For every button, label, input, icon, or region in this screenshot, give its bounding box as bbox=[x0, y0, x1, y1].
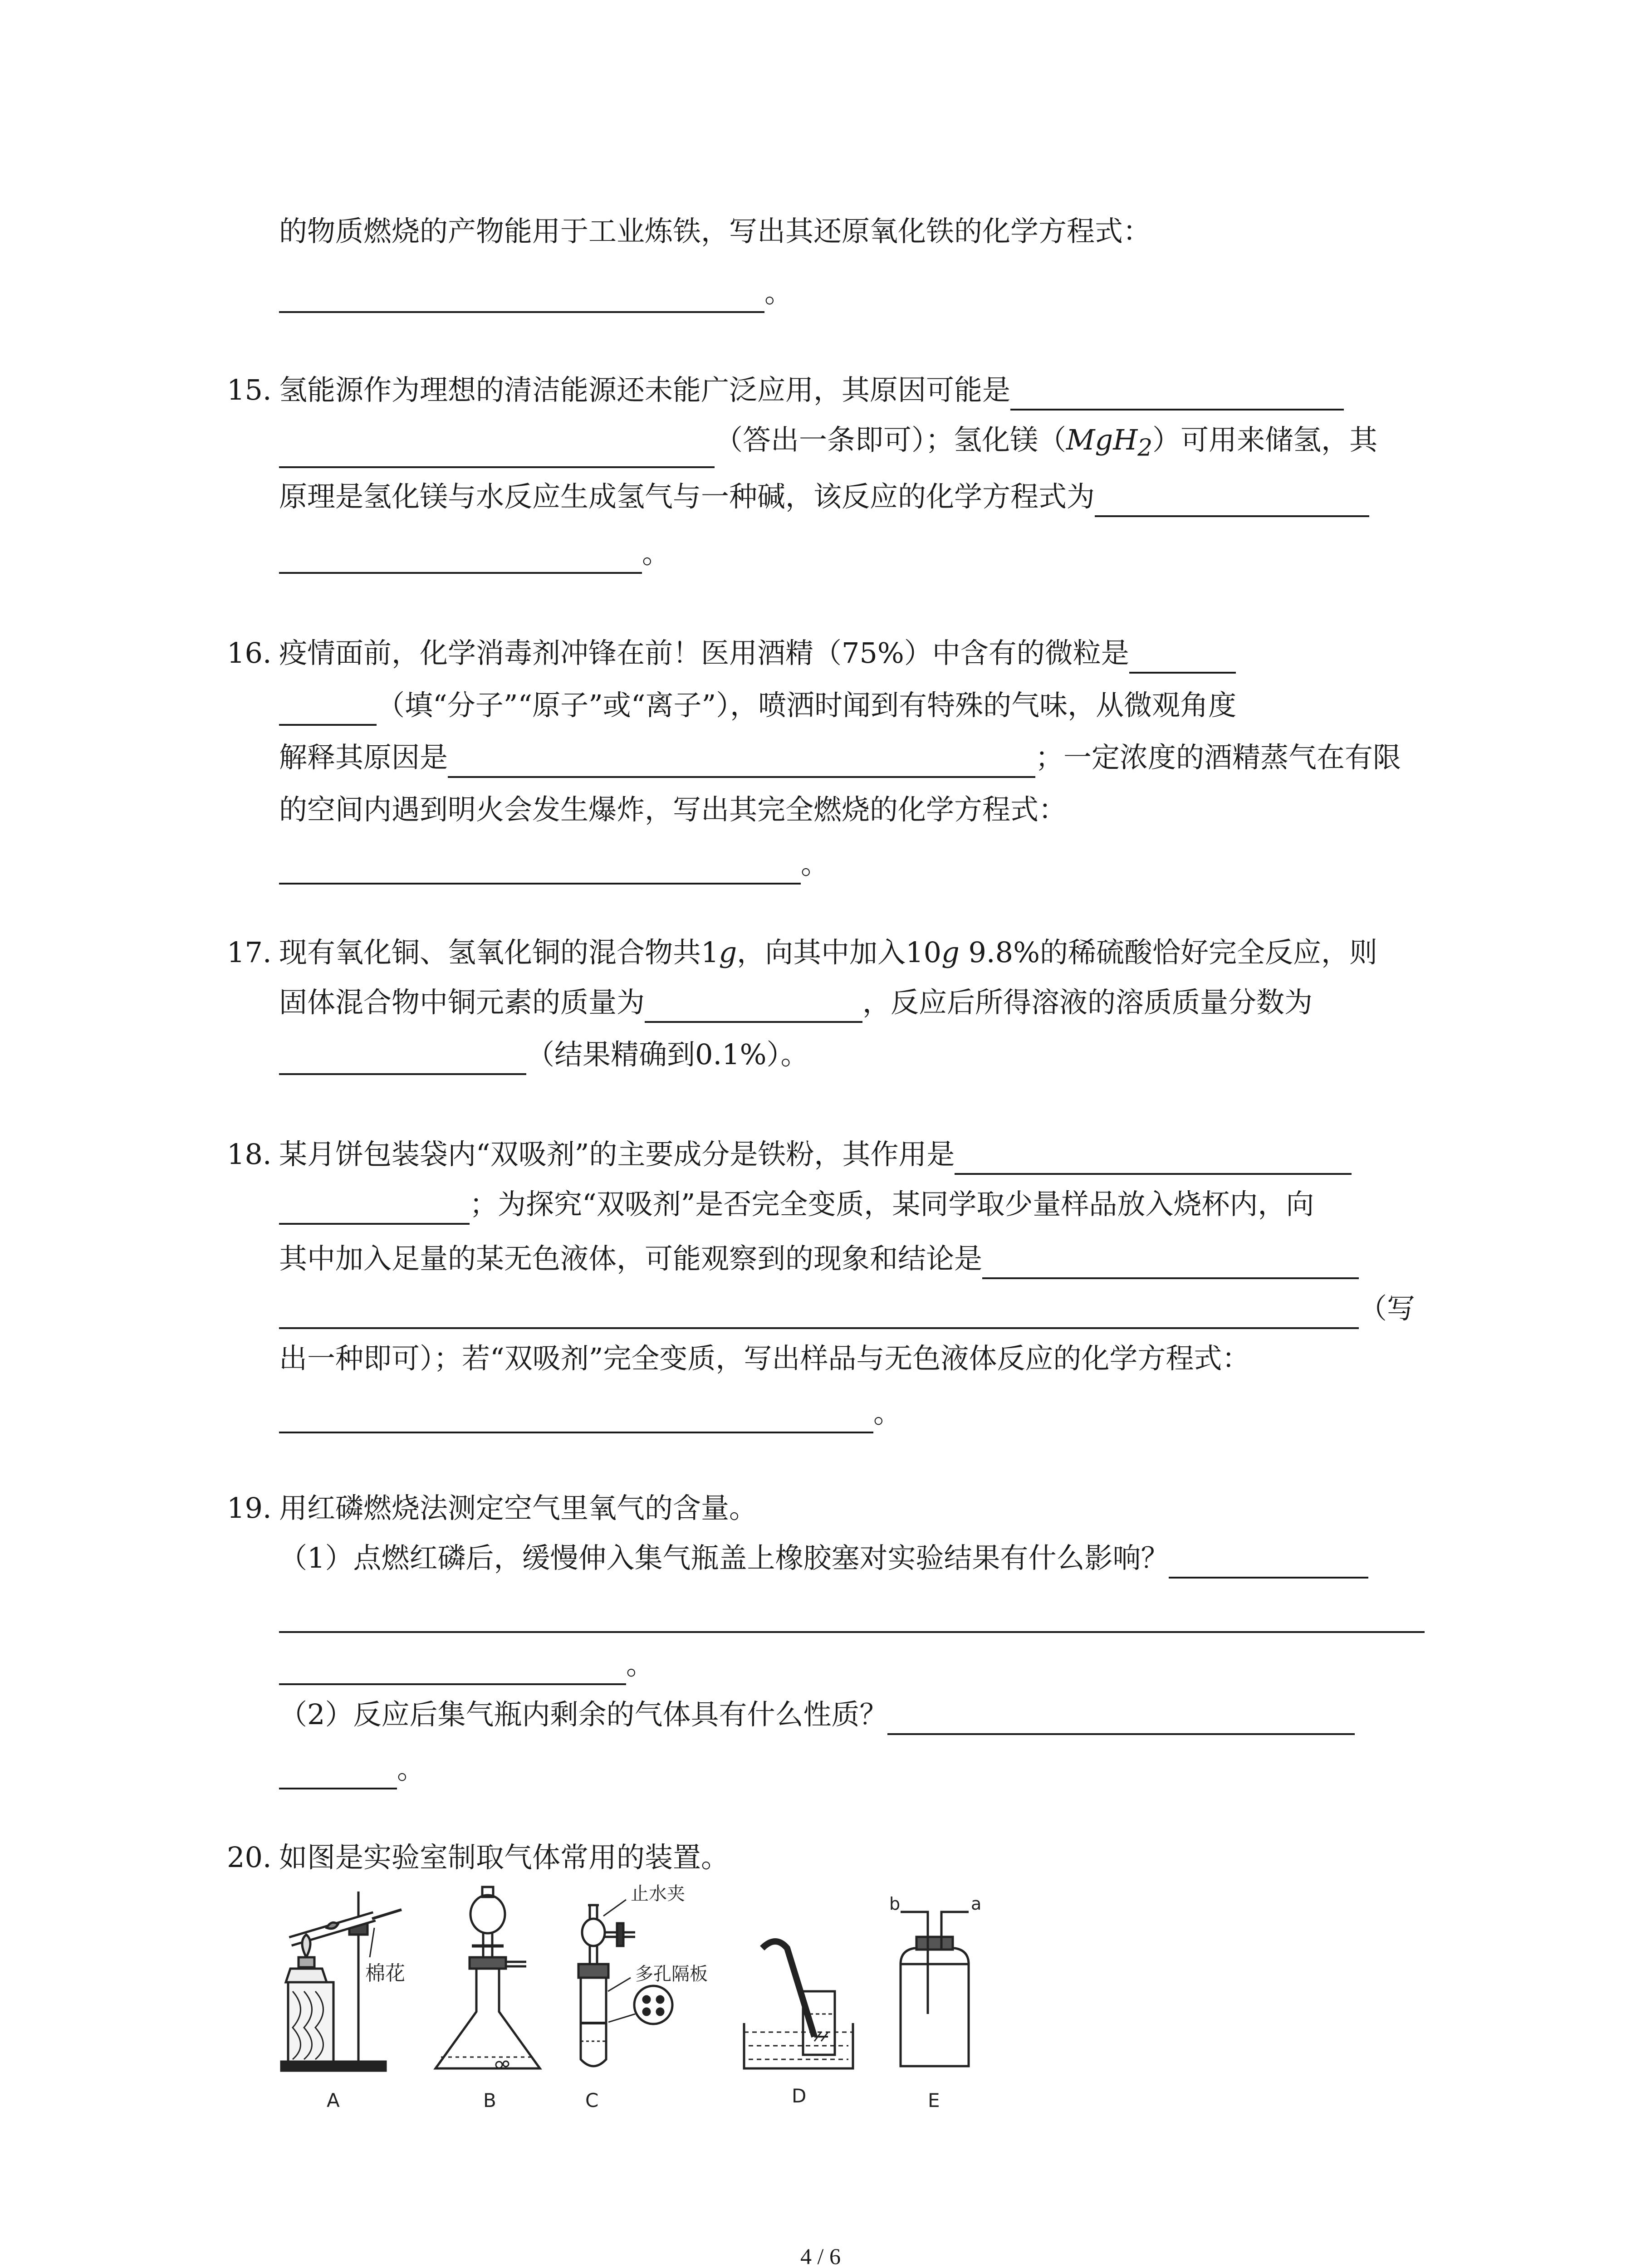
q16-line3: 解释其原因是 ；一定浓度的酒精蒸气在有限 bbox=[279, 737, 1401, 778]
q15-line2: （答出一条即可）；氢化镁（MgH$_2$）可用来储氢，其 bbox=[279, 420, 1377, 468]
apparatus-c bbox=[578, 1883, 708, 2066]
q19-sub2: （2）反应后集气瓶内剩余的气体具有什么性质？ bbox=[279, 1694, 1355, 1735]
label-cotton: 棉花 bbox=[365, 1962, 405, 1985]
q16-particle-blank[interactable] bbox=[1129, 640, 1236, 674]
page-number: 4 / 6 bbox=[800, 2244, 841, 2268]
q18-line1: 18. 某月饼包装袋内“双吸剂”的主要成分是铁粉，其作用是 bbox=[227, 1134, 1352, 1175]
q15-line3: 原理是氢化镁与水反应生成氢气与一种碱，该反应的化学方程式为 bbox=[279, 476, 1369, 517]
q18-phenomenon-blank[interactable] bbox=[982, 1246, 1359, 1279]
q15-line4: 。 bbox=[279, 533, 670, 574]
caption-e: E bbox=[928, 2089, 940, 2112]
q19-line1: 19. 用红磷燃烧法测定空气里氧气的含量。 bbox=[227, 1491, 758, 1525]
q18-function-blank-cont[interactable] bbox=[279, 1191, 470, 1225]
q17-line2: 固体混合物中铜元素的质量为 ，反应后所得溶液的溶质质量分数为 bbox=[279, 982, 1313, 1023]
q15-equation-blank-cont[interactable] bbox=[279, 540, 642, 574]
caption-d: D bbox=[792, 2085, 807, 2107]
q18-phenomenon-blank-cont[interactable] bbox=[279, 1295, 1359, 1329]
q16-line4: 的空间内遇到明火会发生爆炸，写出其完全燃烧的化学方程式： bbox=[279, 793, 1067, 826]
apparatus-e bbox=[889, 1894, 981, 2066]
q18-line4: （写 bbox=[279, 1288, 1415, 1329]
q17-line3: （结果精确到0.1%）。 bbox=[279, 1034, 809, 1075]
q18-line3: 其中加入足量的某无色液体，可能观察到的现象和结论是 bbox=[279, 1238, 1359, 1279]
apparatus-figure bbox=[272, 1878, 1089, 2114]
q14-answer-blank[interactable] bbox=[279, 279, 764, 313]
q16-explain-blank[interactable] bbox=[448, 744, 1035, 778]
q18-line5: 出一种即可）；若“双吸剂”完全变质，写出样品与无色液体反应的化学方程式： bbox=[279, 1342, 1250, 1375]
q15-line1: 15. 氢能源作为理想的清洁能源还未能广泛应用，其原因可能是 bbox=[227, 370, 1344, 411]
q17-fraction-blank[interactable] bbox=[279, 1041, 526, 1075]
q20-line1: 20. 如图是实验室制取气体常用的装置。 bbox=[227, 1841, 730, 1874]
caption-a: A bbox=[327, 2089, 340, 2112]
q19-sub2-line2: 。 bbox=[279, 1749, 425, 1789]
q19-sub1-line3: 。 bbox=[279, 1644, 654, 1685]
q16-equation-blank[interactable] bbox=[279, 851, 801, 885]
apparatus-d bbox=[744, 1941, 853, 2068]
q18-equation-blank[interactable] bbox=[279, 1400, 873, 1433]
caption-b: B bbox=[483, 2089, 496, 2112]
q17-copper-mass-blank[interactable] bbox=[645, 989, 862, 1023]
q14-line2: 。 bbox=[279, 272, 793, 313]
caption-c: C bbox=[585, 2089, 599, 2112]
q19-sub1: （1）点燃红磷后，缓慢伸入集气瓶盖上橡胶塞对实验结果有什么影响？ bbox=[279, 1538, 1368, 1579]
q15-reason-blank-cont[interactable] bbox=[279, 435, 715, 468]
q19-property-blank-cont[interactable] bbox=[279, 1756, 397, 1789]
apparatus-a bbox=[281, 1892, 405, 2071]
q15-reason-blank[interactable] bbox=[1010, 377, 1344, 411]
label-b: b bbox=[889, 1894, 901, 1914]
q19-effect-blank-cont2[interactable] bbox=[279, 1652, 626, 1685]
q19-property-blank[interactable] bbox=[887, 1701, 1355, 1735]
q16-line1: 16. 疫情面前，化学消毒剂冲锋在前！医用酒精（75%）中含有的微粒是 bbox=[227, 633, 1236, 674]
q16-line5: 。 bbox=[279, 844, 829, 885]
label-stop-clamp: 止水夹 bbox=[631, 1883, 685, 1904]
q19-effect-blank[interactable] bbox=[1169, 1545, 1368, 1579]
q16-line2: （填“分子”“原子”或“离子”），喷洒时闻到有特殊的气味，从微观角度 bbox=[279, 685, 1236, 726]
q19-sub1-line2 bbox=[279, 1592, 1425, 1633]
label-a: a bbox=[971, 1894, 982, 1914]
q19-effect-blank-cont[interactable] bbox=[279, 1599, 1425, 1633]
q18-line2: ；为探究“双吸剂”是否完全变质，某同学取少量样品放入烧杯内，向 bbox=[279, 1184, 1314, 1225]
q18-function-blank[interactable] bbox=[955, 1141, 1352, 1175]
apparatus-b bbox=[436, 1887, 540, 2068]
label-porous-plate: 多孔隔板 bbox=[635, 1964, 708, 1984]
q15-equation-blank[interactable] bbox=[1095, 484, 1369, 517]
q16-particle-blank-cont[interactable] bbox=[279, 692, 377, 726]
q14-line1: 的物质燃烧的产物能用于工业炼铁，写出其还原氧化铁的化学方程式： bbox=[279, 215, 1151, 248]
q17-line1: 17. 现有氧化铜、氢氧化铜的混合物共1g，向其中加入10g 9.8%的稀硫酸恰好完全反应，则 bbox=[227, 936, 1377, 969]
q18-line6: 。 bbox=[279, 1393, 901, 1433]
